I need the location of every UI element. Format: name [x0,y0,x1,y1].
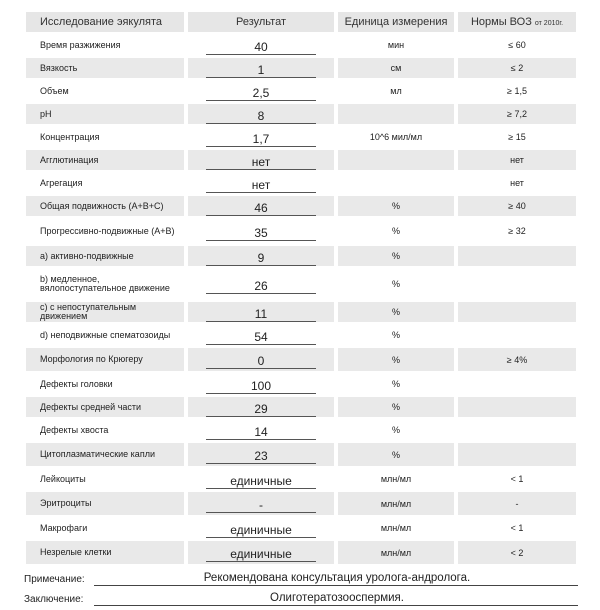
row-unit: млн/мл [338,492,454,515]
row-unit: см [338,58,454,78]
row-norm: ≥ 7,2 [458,104,576,124]
row-norm: < 1 [510,523,524,533]
table-row [26,518,576,538]
row-unit: % [338,246,454,266]
row-result [188,173,334,193]
result-value: 23 [206,445,316,464]
header-norms: Нормы ВОЗ от 2010г. [458,12,576,32]
table-row [26,173,576,193]
row-name: Дефекты средней части [26,397,184,417]
table-row [26,492,576,515]
row-unit: % [338,302,454,322]
row-unit: млн/мл [380,523,412,533]
row-name: Время разжижения [40,39,121,50]
row-result [188,219,334,243]
table-row [26,269,576,299]
row-norm [458,374,576,394]
row-name: a) активно-подвижные [26,246,184,266]
row-name: Незрелые клетки [26,541,184,564]
conclusion-label: Заключение: [24,594,84,605]
row-name: Дефекты хвоста [40,424,109,435]
row-result [188,469,334,489]
table-row [26,196,576,216]
row-norm: ≤ 60 [508,40,526,50]
row-unit [338,150,454,170]
row-norm: нет [458,150,576,170]
row-result [188,541,334,564]
row-norm [458,269,576,299]
table-row [26,104,576,124]
table-row [26,397,576,417]
row-norm: нет [510,178,524,188]
result-value: 11 [206,303,316,322]
row-norm: ≥ 40 [458,196,576,216]
row-unit: мл [390,86,402,96]
row-result [188,127,334,147]
row-result [188,81,334,101]
row-unit: млн/мл [380,474,412,484]
row-result [188,196,334,216]
table-row [26,81,576,101]
row-name: b) медленное, вялопоступательное движение [40,274,170,293]
row-norm: ≤ 2 [458,58,576,78]
result-value: 1 [206,59,316,78]
row-result [188,374,334,394]
table-row [26,219,576,243]
note-line [24,572,580,588]
table-row [26,348,576,371]
row-name: Лейкоциты [40,473,86,484]
table-body [26,35,576,564]
note-label: Примечание: [24,574,85,585]
table-row [26,325,576,345]
row-name: Агрегация [40,177,83,188]
row-name: Дефекты головки [40,378,113,389]
result-value: 8 [206,105,316,124]
table-row [26,246,576,266]
row-result [188,150,334,170]
row-result [188,443,334,466]
table-row [26,443,576,466]
row-name: c) с непоступательным движением [26,302,184,322]
row-norm: ≥ 4% [458,348,576,371]
row-result [188,348,334,371]
row-norm [458,397,576,417]
row-unit: % [338,196,454,216]
row-name: Морфология по Крюгеру [26,348,184,371]
row-unit: 10^6 мил/мл [369,132,423,142]
row-norm [458,246,576,266]
result-value: 1,7 [206,128,316,147]
row-unit [338,173,454,193]
result-value: 40 [206,36,316,55]
row-unit: % [338,443,454,466]
result-value: 46 [206,197,316,216]
row-unit: % [391,330,400,340]
row-name: Эритроциты [26,492,184,515]
result-value: 9 [206,247,316,266]
result-value: 14 [206,421,316,440]
row-norm: ≥ 32 [508,226,526,236]
row-name: Агглютинация [26,150,184,170]
row-norm: < 1 [510,474,524,484]
header-norms-year: от 2010г. [534,20,564,27]
table-row [26,541,576,564]
row-result [188,269,334,299]
row-norm: - [458,492,576,515]
conclusion-text: Олиготератозооспермия. [270,592,404,604]
table-row [26,150,576,170]
row-result [188,518,334,538]
result-value: 29 [206,398,316,417]
row-unit: % [391,226,400,236]
result-value: единичные [206,543,316,562]
row-norm [458,420,576,440]
result-value: 0 [206,350,316,369]
row-result [188,397,334,417]
table-header-row [26,12,576,32]
row-name: Общая подвижность (A+B+C) [26,196,184,216]
note-text: Рекомендована консультация уролога-андролога. [203,572,471,584]
row-name: Вязкость [26,58,184,78]
row-name: d) неподвижные спематозоиды [40,329,171,340]
row-norm: ≥ 15 [508,132,526,142]
header-study: Исследование эякулята [26,12,184,32]
row-unit: % [391,379,400,389]
row-result [188,246,334,266]
table-row [26,58,576,78]
result-value: - [206,494,316,513]
row-unit [338,104,454,124]
row-name: Цитоплазматические капли [26,443,184,466]
header-unit: Единица измерения [338,12,454,32]
row-name: Концентрация [40,131,100,142]
table-row [26,302,576,322]
row-unit: млн/мл [338,541,454,564]
row-result [188,104,334,124]
conclusion-line [24,592,580,608]
header-result: Результат [188,12,334,32]
row-norm [458,325,576,345]
row-norm: < 2 [458,541,576,564]
result-value: единичные [206,470,316,489]
row-unit: % [391,425,400,435]
row-unit: % [338,348,454,371]
result-value: нет [206,174,316,193]
result-value: 54 [206,326,316,345]
row-norm [458,302,576,322]
row-unit: % [338,397,454,417]
result-value: 35 [206,222,316,241]
row-result [188,325,334,345]
result-value: 26 [206,275,316,294]
row-norm [458,443,576,466]
table-row [26,420,576,440]
table-row [26,469,576,489]
semen-analysis-table [26,9,576,567]
row-name: Прогрессивно-подвижные (A+B) [40,225,175,236]
row-result [188,35,334,55]
row-norm: ≥ 1,5 [507,86,527,96]
row-name: Объем [40,85,69,96]
result-value: нет [206,151,316,170]
row-result [188,58,334,78]
row-result [188,420,334,440]
table-row [26,127,576,147]
table-row [26,374,576,394]
row-result [188,302,334,322]
row-name: Макрофаги [40,522,88,533]
row-unit: % [391,279,400,289]
row-name: pH [26,104,184,124]
row-result [188,492,334,515]
result-value: 2,5 [206,82,316,101]
result-value: 100 [206,375,316,394]
table-row [26,35,576,55]
row-unit: мин [387,40,405,50]
result-value: единичные [206,519,316,538]
